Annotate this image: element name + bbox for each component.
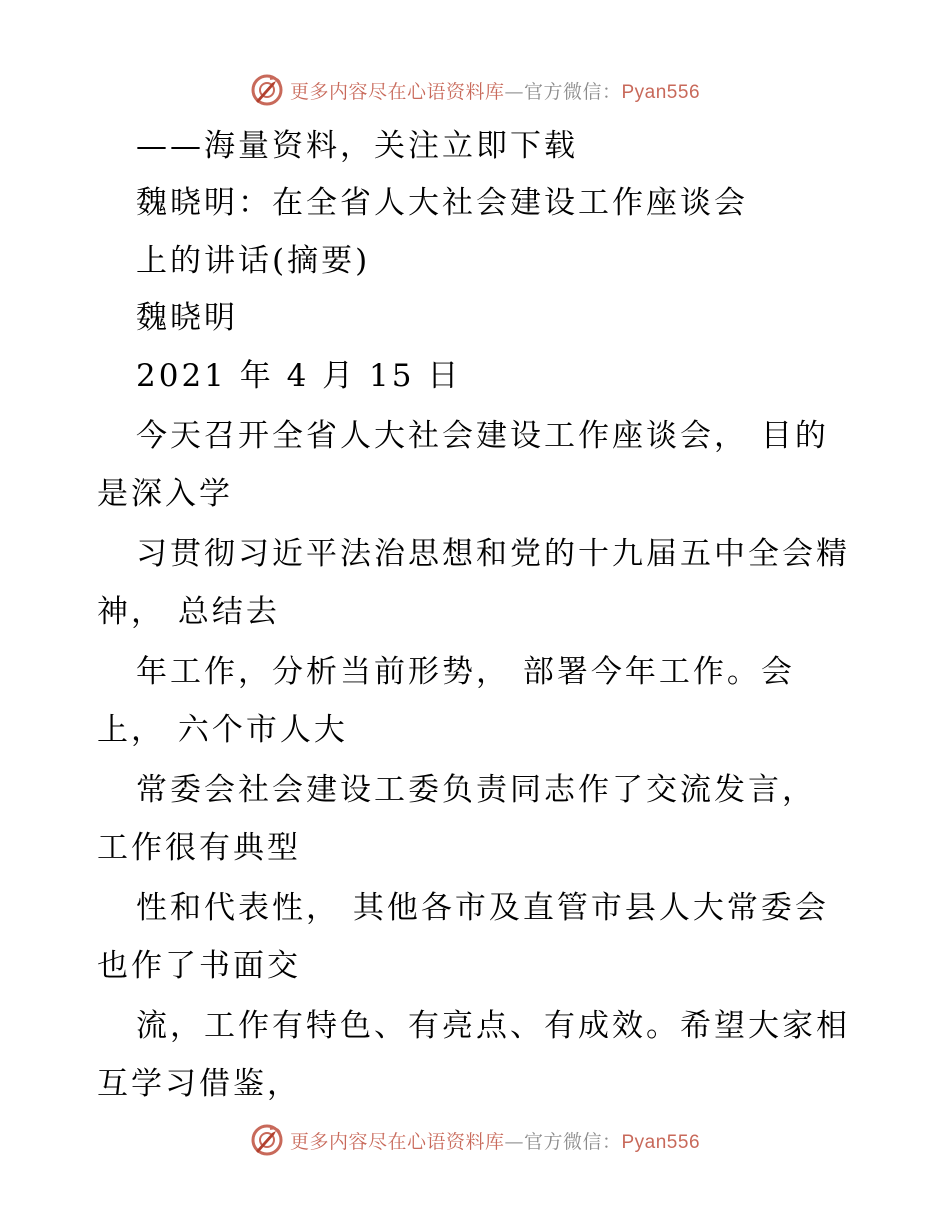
text-line: ——海量资料，关注立即下载 (136, 128, 578, 164)
header-banner-content (250, 73, 700, 107)
header-banner (0, 68, 950, 112)
text-line: 年工作，分析当前形势， 部署今年工作。会 (136, 654, 795, 690)
text-line: 习贯彻习近平法治思想和党的十九届五中全会精 (136, 536, 850, 572)
text-line: 神， 总结去 (97, 594, 280, 630)
date-line: 2021 年 4 月 15 日 (136, 358, 462, 394)
title-line: 魏晓明：在全省人大社会建设工作座谈会 (136, 185, 748, 221)
text-line: 也作了书面交 (97, 948, 301, 984)
footer-dash: — (504, 1130, 524, 1153)
header-wechat-label: 官方微信： (523, 80, 622, 103)
footer-banner-content (250, 1123, 700, 1157)
red-seal-logo-icon (250, 1123, 284, 1157)
footer-wechat-label: 官方微信： (523, 1130, 622, 1153)
text-line: 性和代表性， 其他各市及直管市县人大常委会 (136, 890, 829, 926)
text-line: 常委会社会建设工委负责同志作了交流发言， (136, 772, 816, 808)
footer-banner (0, 1118, 950, 1162)
footer-site-name: 更多内容尽在心语资料库 (289, 1130, 505, 1153)
header-dash: — (504, 80, 524, 103)
text-line: 上， 六个市人大 (97, 712, 348, 748)
header-site-name: 更多内容尽在心语资料库 (289, 80, 505, 103)
footer-banner-text (290, 1127, 700, 1154)
text-line: 是深入学 (97, 476, 233, 512)
title-line: 上的讲话(摘要) (136, 243, 371, 279)
text-line: 工作很有典型 (97, 830, 301, 866)
header-wechat-id: Pyan556 (621, 81, 701, 103)
text-line: 今天召开全省人大社会建设工作座谈会， 目的 (136, 418, 829, 454)
text-line: 流，工作有特色、有亮点、有成效。希望大家相 (136, 1008, 850, 1044)
header-banner-text (290, 77, 700, 104)
author-line: 魏晓明 (136, 300, 238, 336)
footer-wechat-id: Pyan556 (621, 1131, 701, 1153)
text-line: 互学习借鉴， (97, 1066, 301, 1102)
red-seal-logo-icon (250, 73, 284, 107)
